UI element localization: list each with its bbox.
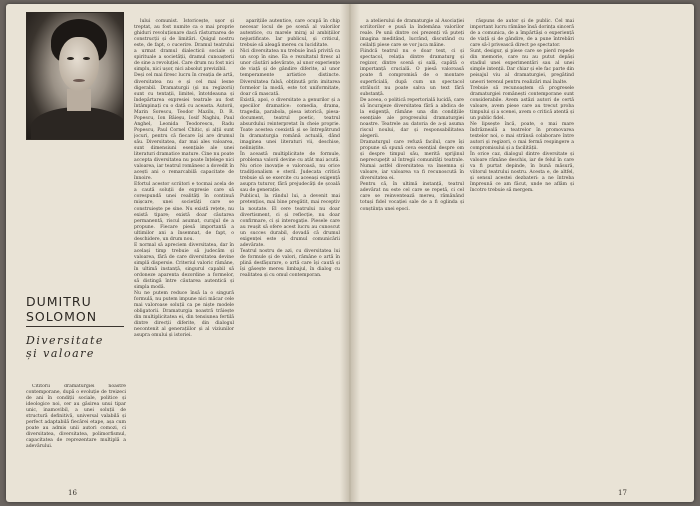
intro-paragraph: Cititorii dramaturgiei noastre contemporane, după o evoluție de treizeci de ani în condiții sociale, politice și ideologice noi, cer au găsirea unui tipar unic, inamovibil, a unei soluții de structură definitivă, universal valabilă și perfect adaptabilă fiecărei etape, așa cum poate au admis unii autori comozi, ci diversitatea, diversitatea, polimorfismul, capacitatea de reprezentare multiplă a adevărului.	[26, 384, 126, 450]
author-name	[26, 294, 126, 324]
author-first-name: DUMITRU	[26, 294, 92, 309]
column-text: aparițiile autentice, care ocupă în chip necesar locul de pe scenă al valorilor autentice, cu marele miraj al ambițiilor nejustificate. Iar publicul, și criticul, trebuie să aleagă mereu cu luciditate. Nici diversitatea nu trebuie însă privită ca un scop în sine. Ea e rezultatul firesc al unor căutări adevărate, al unor experiențe de viață și de gândire diferite, al unor temperamente artistice distincte. Diversitatea falsă, obținută prin imitarea formelor la modă, este tot uniformitate, doar că mascată. Există, apoi, o diversitate a genurilor și a speciilor dramatice: comedia, drama, tragedia, parabola, piesa istorică, piesa-document, teatrul poetic, teatrul absurdului reinterpretat în cheie proprie. Toate acestea coexistă și se întrepătrund în dramaturgia română actuală, dând imaginea unei literaturi vii, deschise, neliniștite. În această multiplicitate de formule, problema valorii devine cu atât mai acută. Nu orice inovație e valoroasă, nu orice tradiționalism e steril. Judecata critică trebuie să se exercite cu aceeași exigență asupra tuturor, fără prejudecăți de școală sau de generație. Publicul, la rândul lui, a devenit mai pretențios, mai bine pregătit, mai receptiv la noutate. El cere teatrului nu doar divertisment, ci și reflecție, nu doar confirmare, ci și interogație. Piesele care au reușit să ofere acest lucru au cunoscut un succes durabil, dovadă că drumul exigenței este și drumul comunicării adevărate. Teatrul nostru de azi, cu diversitatea lui de formule și de valori, rămâne o artă în plină desfășurare, o artă care își caută și își găsește mereu limbajul, în dialog cu realitatea și cu omul contemporan.	[240, 19, 340, 279]
article-title-line2: și valoare	[26, 347, 95, 360]
page-number-left: 16	[68, 489, 77, 497]
column-text: lului comunist. Istoricește, ușor și treptat, au fost numite ca o mai proprie ghiduri revoluționare dacă răsturnarea de construcții și de limitări. Quigul nostru este, de fapt, o cucerire. Dramul teatrului a urmat dramul dialecticii sociale și spirituale a societății, dramul cunoașterii de sine a revoluției. Care drum nu fost nici simplu, nici ușor, nici absolut previzibil. Deși cel mai firesc lucru în creația de artă, diversitatea nu e și cel mai lesne digerabil. Dramaturgii (și nu regizorii) sunt cu tentații, limitei, întotdeauna și îndepărtarea expresiei teatrale au fost întâmpinați cu o dată cu aceasta. Autorii, Marin Sorescu, Teodor Mazilu, D. R. Popescu, Ion Băieșu, Iosif Naghiu, Paul Anghel, Leonida Teodorescu, Radu Popescu, Paul Cornel Chitic, și alții sunt jocuri, pentru că fiecare își are drumul său. Diversitatea, dar mai ales valoarea, sunt dimensiuni esențiale ale unei literaturi dramatice mature. Cine nu poate accepta diversitatea nu poate înțelege nici valoarea, iar teatrul românesc a dovedit în acești ani o remarcabilă capacitate de înnoire. Efortul acestor scriitori e tocmai acela de a caută soluții de expresie care să corespundă unei realități în continuă mișcare, unei societăți care se construiește pe sine. Nu există rețete, nu există tipare; există doar căutarea permanentă, riscul asumat, curajul de a propune. Fiecare piesă importantă a ultimilor ani a însemnat, de fapt, o deschidere, un drum nou. E normal să apreciem diversitatea, dar în același timp trebuie să judecăm și valoarea, fără de care diversitatea devine simplă dispersie. Criteriul valoric rămâne, în ultimă instanță, singurul capabil să ordoneze aparenta dezordine a formelor, să distingă între căutarea autentică și simpla modă. Nu ne putem reduce însă la o singură formulă, nu putem impune nici măcar cele mai valoroase soluții ca pe niște modele obligatorii. Dramaturgia noastră trăiește din multiplicitatea ei, din tensiunea fertilă dintre direcții diferite, din dialogul necontenit al generațiilor și al viziunilor asupra omului și istoriei.	[134, 19, 234, 339]
right-page	[358, 4, 694, 502]
right-page-column-1	[360, 13, 464, 483]
right-page-column-2	[470, 13, 574, 483]
column-text: a atelierului de dramaturgie al Asociației scriitorilor e pusă la îndemâna valorilor reale. Pe unii dintre cei prezenți vă puteți imagina meditând, lucrând, discutând cu ceilalți piese care se vor juca mâine. Fiindcă teatrul nu e doar text, ci și spectacol, relația dintre dramaturg și regizor, dintre scenă și sală, capătă o importanță crucială. O piesă valoroasă poate fi compromisă de o montare superficială, după cum un spectacol strălucit nu poate salva un text fără substanță. De aceea, o politică repertorială lucidă, care să încurajeze diversitatea fără a abdica de la exigență, rămâne una din condițiile esențiale ale progresului dramaturgiei noastre. Teatrele au datoria de a-și asuma riscul noului, dar și responsabilitatea alegerii. Dramaturgul care refuză facilul, care își propune să spună ceva esențial despre om și despre timpul său, merită sprijinul neprecupețit al întregii comunități teatrale. Numai astfel diversitatea va însemna și valoare, iar valoarea va fi recunoscută în diversitatea ei. Pentru că, în ultimă instanță, teatrul adevărat nu este cel care se repetă, ci cel care se reinventează mereu, rămânând totuși fidel vocației sale de a fi oglinda și conștiința unei epoci.	[360, 19, 464, 212]
page-number-right: 17	[618, 489, 627, 497]
book-gutter	[340, 4, 360, 502]
article-title-line1: Diversitate	[26, 334, 104, 347]
title-divider	[26, 326, 124, 327]
left-page	[6, 4, 342, 502]
author-last-name: SOLOMON	[26, 309, 98, 324]
magazine-spread	[6, 4, 694, 502]
left-page-column-3	[240, 13, 340, 483]
left-page-column-2	[134, 13, 234, 483]
intro-column	[26, 384, 126, 484]
author-portrait-photo	[26, 12, 124, 140]
article-title	[26, 334, 126, 360]
column-text: răspuns de autor și de public. Cel mai important lucru rămâne însă dorința sinceră de a comunica, de a împărtăși o experiență de viață și de gândire, de a pune întrebări care să-l privească direct pe spectator. Sunt, desigur, și piese care se pierd repede din memorie, care nu au putut depăși stadiul unei experimentări sau al unei simple intenții. Dar chiar și ele fac parte din peisajul viu al dramaturgiei, pregătind uneori terenul pentru realizări mai înalte. Trebuie să recunoaștem că progresele dramaturgiei românești contemporane sunt considerabile. Avem astăzi autori de certă valoare, avem piese care au trecut proba timpului și a scenei, avem o critică atentă și un public fidel. Ne lipsește încă, poate, o mai mare îndrăzneală a teatrelor în promovarea textelor noi, o mai strânsă colaborare între autori și regizori, o mai fermă respingere a compromisului și a facilității. În orice caz, dialogul dintre diversitate și valoare rămâne deschis, iar de felul în care va fi purtat depinde, în bună măsură, viitorul teatrului nostru. Acesta e, de altfel, și sensul acestei dezbateri: a ne întreba împreună ce am făcut, unde ne aflăm și încotro trebuie să mergem.	[470, 19, 574, 194]
